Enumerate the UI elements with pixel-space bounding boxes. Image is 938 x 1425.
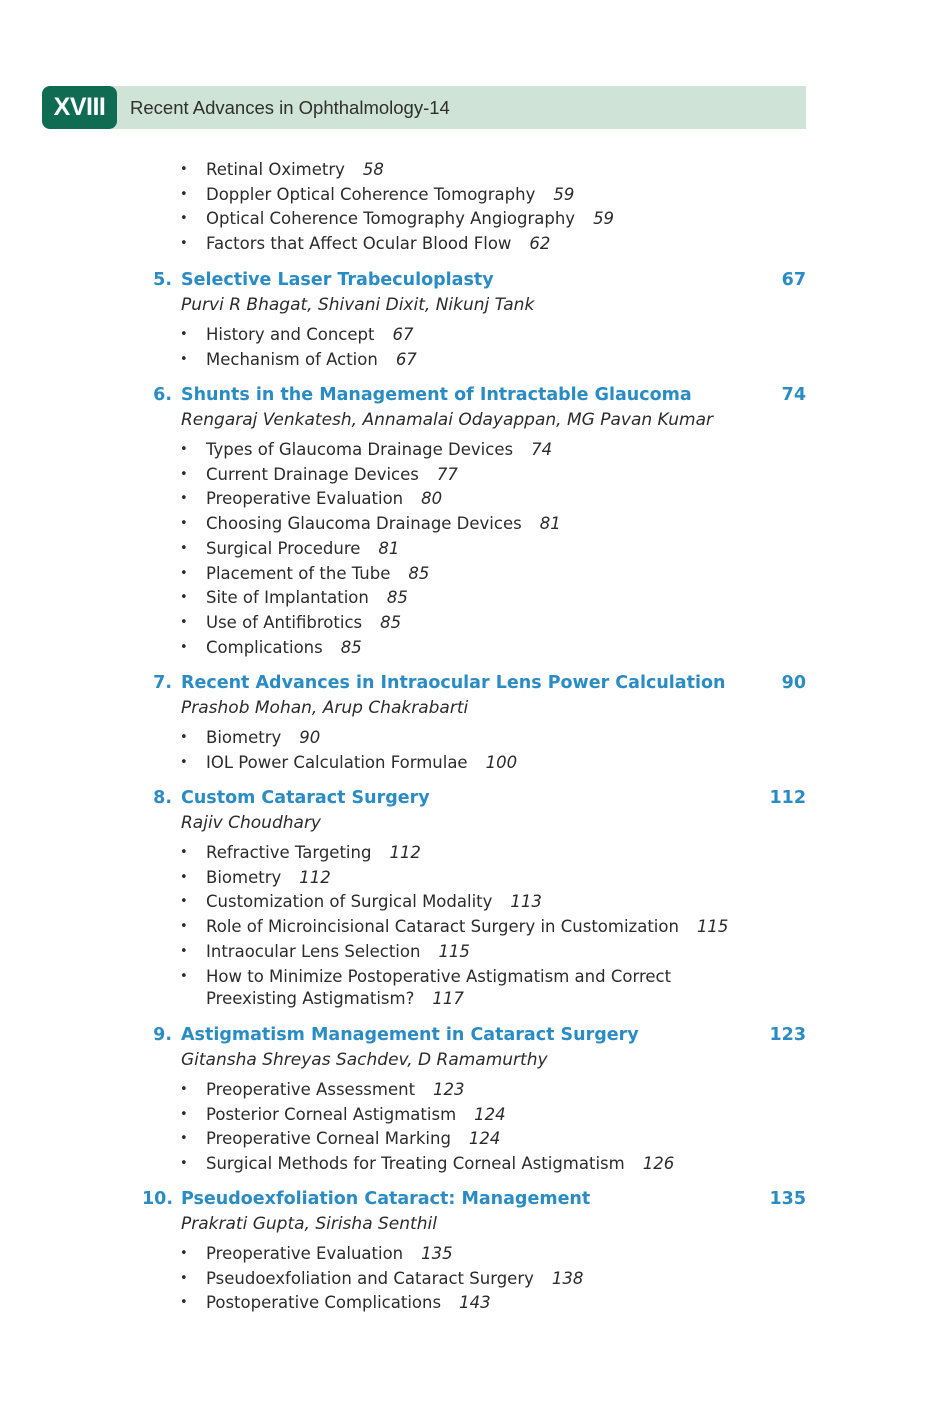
topic-text xyxy=(206,208,614,230)
bullet-icon: • xyxy=(180,540,188,556)
topic-page: 85 xyxy=(380,612,402,632)
topic-text xyxy=(206,1243,453,1265)
chapter-authors: Prakrati Gupta, Sirisha Senthil xyxy=(181,1214,437,1234)
topic-page: 138 xyxy=(551,1268,584,1288)
topic-text xyxy=(206,916,728,938)
topic-page: 124 xyxy=(468,1129,501,1149)
topic-title: History and Concept xyxy=(206,325,375,344)
topic-title: Mechanism of Action xyxy=(206,349,378,369)
topic-page: 58 xyxy=(362,160,384,179)
topic-text xyxy=(206,1292,491,1314)
bullet-icon: • xyxy=(180,565,188,581)
topic-text xyxy=(206,159,384,181)
chapter-authors: Gitansha Shreyas Sachdev, D Ramamurthy xyxy=(181,1050,548,1070)
bullet-icon: • xyxy=(180,943,188,959)
bullet-icon: • xyxy=(180,614,188,630)
chapter-authors: Purvi R Bhagat, Shivani Dixit, Nikunj Tank xyxy=(181,295,535,315)
topic-page: 113 xyxy=(510,892,542,912)
bullet-icon: • xyxy=(180,162,188,177)
topic-text xyxy=(206,867,331,889)
chapter-page: 123 xyxy=(769,1025,806,1045)
topic-title: Posterior Corneal Astigmatism xyxy=(206,1104,457,1124)
chapter-authors: Prashob Mohan, Arup Chakrabarti xyxy=(181,698,469,718)
topic-text xyxy=(206,1153,674,1175)
bullet-icon: • xyxy=(180,1270,188,1286)
topic-title: Surgical Methods for Treating Corneal Astigmatism xyxy=(206,1154,625,1174)
chapter-authors: Rengaraj Venkatesh, Annamalai Odayappan, MG Pavan Kumar xyxy=(181,410,713,430)
topic-title: Complications xyxy=(206,637,323,657)
bullet-icon: • xyxy=(180,590,188,606)
topic-title: Doppler Optical Coherence Tomography xyxy=(206,184,536,204)
topic-text xyxy=(206,439,552,461)
bullet-icon: • xyxy=(180,491,188,507)
topic-page: 112 xyxy=(299,867,331,887)
bullet-icon: • xyxy=(180,968,188,984)
topic-page: 59 xyxy=(593,209,615,229)
topic-page: 77 xyxy=(436,464,458,484)
bullet-icon: • xyxy=(180,869,188,885)
topic-title: Preoperative Corneal Marking xyxy=(206,1129,451,1149)
bullet-icon: • xyxy=(180,730,188,745)
book-title: Recent Advances in Ophthalmology-14 xyxy=(130,97,450,118)
chapter-number: 7. xyxy=(153,673,172,693)
topic-title: Role of Microincisional Cataract Surgery in Customization xyxy=(206,917,679,937)
bullet-icon: • xyxy=(180,236,188,252)
topic-title: Refractive Targeting xyxy=(206,843,372,862)
topic-page: 135 xyxy=(421,1244,453,1263)
topic-page: 81 xyxy=(378,538,400,558)
bullet-icon: • xyxy=(180,1156,188,1172)
topic-title: Types of Glaucoma Drainage Devices xyxy=(206,440,514,459)
bullet-icon: • xyxy=(180,186,188,202)
topic-title: Postoperative Complications xyxy=(206,1293,442,1313)
topic-title: Optical Coherence Tomography Angiography xyxy=(206,209,576,229)
topic-title: Preoperative Assessment xyxy=(206,1080,416,1099)
topic-text xyxy=(206,1079,465,1101)
topic-page: 123 xyxy=(433,1080,465,1099)
topic-page: 112 xyxy=(389,843,421,862)
topic-title: Pseudoexfoliation and Cataract Surgery xyxy=(206,1268,534,1288)
topic-title: Placement of the Tube xyxy=(206,563,391,583)
chapter-title: Custom Cataract Surgery xyxy=(181,788,430,808)
bullet-icon: • xyxy=(180,442,188,457)
bullet-icon: • xyxy=(180,754,188,770)
chapter-number: 5. xyxy=(153,270,172,290)
topic-page: 115 xyxy=(438,941,470,961)
chapter-number: 6. xyxy=(153,385,172,405)
topic-text xyxy=(206,727,320,749)
topic-page: 115 xyxy=(696,917,729,937)
topic-title: How to Minimize Postoperative Astigmatism and Correct Preexisting Astigmatism? xyxy=(206,966,672,1008)
chapter-page: 112 xyxy=(769,788,806,808)
chapter-page: 67 xyxy=(781,270,806,290)
topic-title: Site of Implantation xyxy=(206,588,369,608)
topic-title: Preoperative Evaluation xyxy=(206,1244,404,1263)
topic-title: Retinal Oximetry xyxy=(206,160,345,179)
bullet-icon: • xyxy=(180,919,188,935)
topic-text xyxy=(206,587,408,609)
topic-text xyxy=(206,842,421,864)
chapter-authors: Rajiv Choudhary xyxy=(181,813,321,833)
bullet-icon: • xyxy=(180,639,188,655)
topic-page: 143 xyxy=(459,1293,491,1313)
topic-text xyxy=(206,1268,583,1290)
topic-page: 126 xyxy=(642,1154,675,1174)
topic-page: 100 xyxy=(485,752,518,772)
chapter-page: 74 xyxy=(781,385,806,405)
chapter-title: Selective Laser Trabeculoplasty xyxy=(181,270,494,290)
topic-title: Factors that Affect Ocular Blood Flow xyxy=(206,234,512,254)
topic-text xyxy=(206,637,362,659)
topic-text xyxy=(206,513,561,535)
topic-page: 81 xyxy=(539,514,561,534)
topic-title: Customization of Surgical Modality xyxy=(206,892,493,912)
topic-page: 80 xyxy=(421,489,443,509)
topic-text xyxy=(206,891,542,913)
bullet-icon: • xyxy=(180,845,188,860)
chapter-title: Astigmatism Management in Cataract Surgery xyxy=(181,1025,639,1045)
running-header xyxy=(42,86,806,129)
bullet-icon: • xyxy=(180,894,188,910)
section-numeral-badge: XVIII xyxy=(42,86,117,129)
topic-title: Biometry xyxy=(206,867,282,887)
bullet-icon: • xyxy=(180,516,188,532)
topic-text xyxy=(206,1104,506,1126)
topic-text xyxy=(206,464,458,486)
topic-text xyxy=(206,563,429,585)
topic-page: 59 xyxy=(553,184,575,204)
chapter-title: Pseudoexfoliation Cataract: Management xyxy=(181,1189,591,1209)
topic-page: 124 xyxy=(474,1104,506,1124)
topic-text xyxy=(206,1128,500,1150)
topic-page: 85 xyxy=(408,563,430,583)
topic-text xyxy=(206,538,399,560)
topic-title: Current Drainage Devices xyxy=(206,464,419,484)
bullet-icon: • xyxy=(180,1106,188,1122)
topic-text xyxy=(206,752,517,774)
chapter-number: 9. xyxy=(153,1025,172,1045)
topic-text xyxy=(206,966,766,1010)
topic-page: 62 xyxy=(529,234,551,254)
topic-title: Choosing Glaucoma Drainage Devices xyxy=(206,514,522,534)
topic-page: 67 xyxy=(395,349,417,369)
topic-text xyxy=(206,488,442,510)
topic-text xyxy=(206,612,401,634)
bullet-icon: • xyxy=(180,1082,188,1097)
topic-page: 67 xyxy=(392,325,414,344)
topic-page: 117 xyxy=(432,988,464,1008)
topic-title: Surgical Procedure xyxy=(206,538,361,558)
chapter-page: 135 xyxy=(769,1189,806,1209)
topic-text xyxy=(206,184,574,206)
bullet-icon: • xyxy=(180,1131,188,1147)
topic-title: Intraocular Lens Selection xyxy=(206,941,421,961)
chapter-number: 8. xyxy=(153,788,172,808)
topic-page: 85 xyxy=(386,588,408,608)
bullet-icon: • xyxy=(180,327,188,342)
chapter-page: 90 xyxy=(781,673,806,693)
topic-title: Biometry xyxy=(206,728,282,747)
topic-text xyxy=(206,941,470,963)
topic-page: 85 xyxy=(340,637,362,657)
topic-text xyxy=(206,349,417,371)
bullet-icon: • xyxy=(180,466,188,482)
chapter-title: Recent Advances in Intraocular Lens Power Calculation xyxy=(181,673,726,693)
bullet-icon: • xyxy=(180,1295,188,1311)
topic-title: Use of Antifibrotics xyxy=(206,612,363,632)
topic-page: 74 xyxy=(531,440,553,459)
bullet-icon: • xyxy=(180,211,188,227)
topic-title: IOL Power Calculation Formulae xyxy=(206,752,468,772)
bullet-icon: • xyxy=(180,351,188,367)
topic-text xyxy=(206,324,413,346)
chapter-title: Shunts in the Management of Intractable Glaucoma xyxy=(181,385,692,405)
topic-title: Preoperative Evaluation xyxy=(206,489,404,509)
bullet-icon: • xyxy=(180,1246,188,1261)
topic-page: 90 xyxy=(299,728,321,747)
topic-text xyxy=(206,233,550,255)
chapter-number: 10. xyxy=(142,1189,174,1209)
